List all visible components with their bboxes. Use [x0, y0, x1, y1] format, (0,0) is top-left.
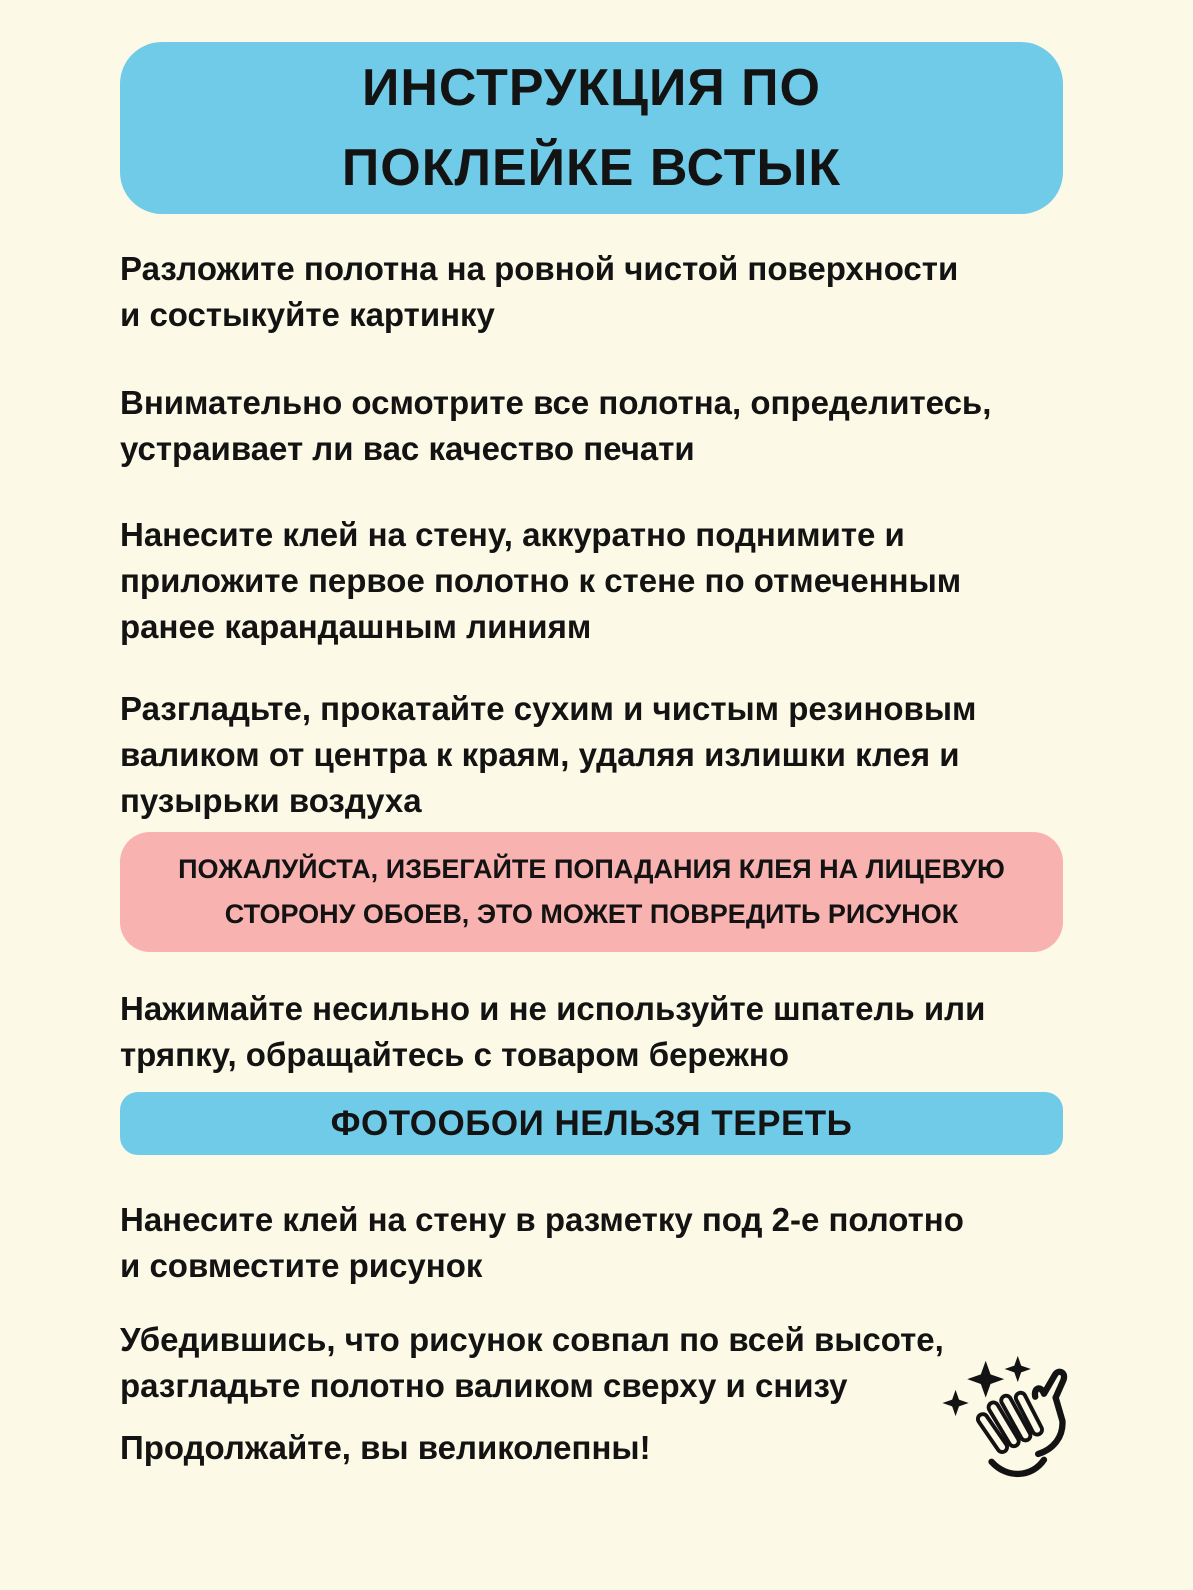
step-paragraph-3 — [120, 512, 1063, 650]
step-line: и совместите рисунок — [120, 1247, 483, 1284]
step-paragraph-6 — [120, 1197, 1063, 1289]
step-paragraph-final — [120, 1425, 1063, 1471]
step-line: Нажимайте несильно и не используйте шпатель или — [120, 990, 986, 1027]
step-paragraph-5 — [120, 986, 1063, 1078]
step-line: приложите первое полотно к стене по отмеченным — [120, 562, 962, 599]
title-banner — [120, 42, 1063, 214]
step-line: Убедившись, что рисунок совпал по всей высоте, — [120, 1321, 944, 1358]
clapping-hands-icon — [941, 1348, 1077, 1490]
step-line: Продолжайте, вы великолепны! — [120, 1429, 651, 1466]
hands-outline — [983, 1372, 1064, 1474]
step-line: устраивает ли вас качество печати — [120, 430, 695, 467]
step-line: пузырьки воздуха — [120, 782, 422, 819]
step-line: Нанесите клей на стену, аккуратно поднимите и — [120, 516, 905, 553]
sparkle-icon — [942, 1356, 1030, 1416]
step-line: ранее карандашным линиям — [120, 608, 592, 645]
step-line: Внимательно осмотрите все полотна, определитесь, — [120, 384, 992, 421]
step-line: валиком от центра к краям, удаляя излишки клея и — [120, 736, 960, 773]
step-line: тряпку, обращайтесь с товаром бережно — [120, 1036, 789, 1073]
step-line: Нанесите клей на стену в разметку под 2-е полотно — [120, 1201, 964, 1238]
step-paragraph-4 — [120, 686, 1063, 824]
page-title-line-1: ИНСТРУКЦИЯ ПО — [361, 59, 822, 117]
page-title-line-2: ПОКЛЕЙКЕ ВСТЫК — [341, 139, 842, 197]
no-rubbing-banner: ФОТООБОИ НЕЛЬЗЯ ТЕРЕТЬ — [120, 1092, 1063, 1155]
warning-line-1: ПОЖАЛУЙСТА, ИЗБЕГАЙТЕ ПОПАДАНИЯ КЛЕЯ НА ЛИЦЕВУЮ — [178, 854, 1005, 884]
content-column — [120, 42, 1063, 1471]
step-line: Разгладьте, прокатайте сухим и чистым резиновым — [120, 690, 977, 727]
step-paragraph-7 — [120, 1317, 1063, 1409]
glue-warning-box — [120, 832, 1063, 952]
step-line: и состыкуйте картинку — [120, 296, 495, 333]
step-line: Разложите полотна на ровной чистой поверхности — [120, 250, 959, 287]
warning-line-2: СТОРОНУ ОБОЕВ, ЭТО МОЖЕТ ПОВРЕДИТЬ РИСУНОК — [224, 899, 959, 929]
step-paragraph-1 — [120, 246, 1063, 338]
step-line: разгладьте полотно валиком сверху и снизу — [120, 1367, 848, 1404]
step-paragraph-2 — [120, 380, 1063, 472]
